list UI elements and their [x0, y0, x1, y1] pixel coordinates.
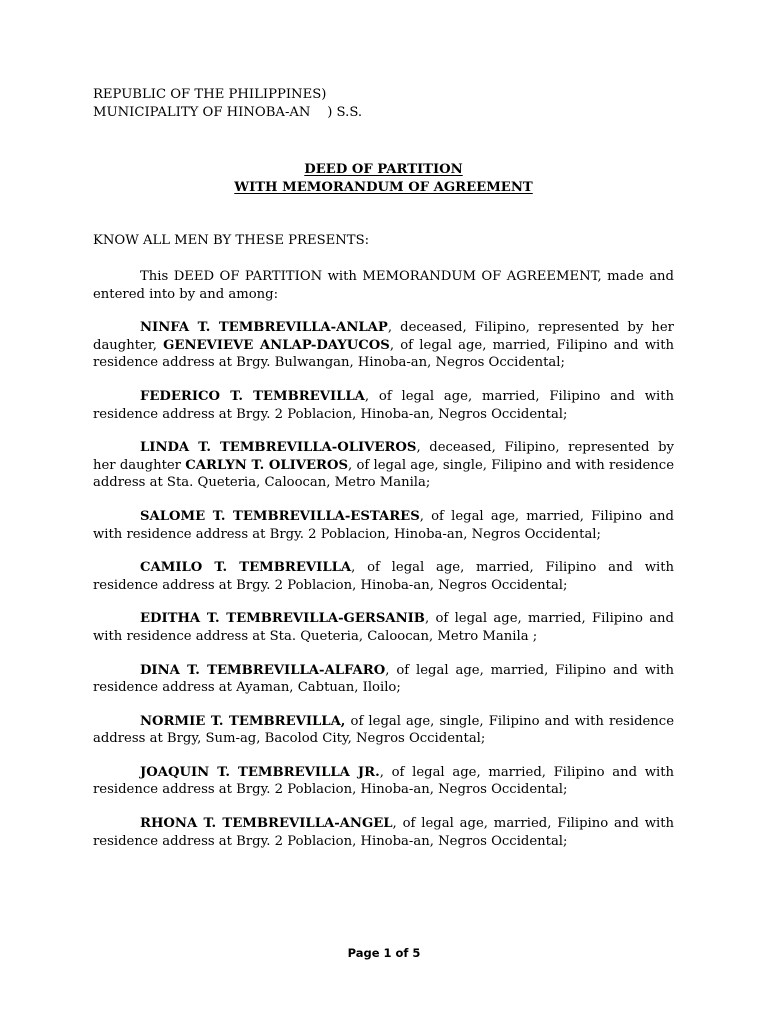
- party-name: DINA T. TEMBREVILLA-ALFARO: [140, 662, 386, 678]
- party-name: LINDA T. TEMBREVILLA-OLIVEROS: [140, 440, 417, 456]
- party-text: , of legal age, married, Filipino and with residence address at Brgy. 2 Poblacion, Hinoba-an, Negros Occidental;: [93, 816, 674, 849]
- party-paragraph: [93, 610, 674, 645]
- party-text: , deceased, Filipino, represented by her daughter,: [93, 320, 674, 353]
- party-text: , of legal age, married, Filipino and with residence address at Brgy. 2 Poblacion, Hinoba-an, Negros Occidental;: [93, 508, 674, 542]
- party-text-cont: , of legal age, married, Filipino and with residence address at Brgy. Bulwangan, Hinoba-an, Negros Occidental;: [93, 337, 674, 371]
- party-paragraph: [93, 508, 674, 543]
- party-text: , of legal age, married, Filipino and with residence address at Brgy. 2 Poblacion, Hinoba-an, Negros Occidental;: [93, 764, 674, 798]
- opening-statement: KNOW ALL MEN BY THESE PRESENTS:: [93, 233, 370, 248]
- party-paragraph: [93, 559, 674, 594]
- party-paragraph: [93, 815, 674, 850]
- venue-line-republic: REPUBLIC OF THE PHILIPPINES): [93, 87, 327, 102]
- party-text: , of legal age, married, Filipino and with residence address at Ayaman, Cabtuan, Iloilo;: [93, 662, 674, 696]
- party-text: , of legal age, married, Filipino and with residence address at Sta. Queteria, Caloocan, Metro Manila ;: [93, 611, 674, 644]
- party-name: CAMILO T. TEMBREVILLA: [140, 560, 352, 576]
- party-paragraph: [93, 662, 674, 697]
- party-paragraph: [93, 388, 674, 423]
- party-name: FEDERICO T. TEMBREVILLA: [140, 388, 365, 404]
- party-name: EDITHA T. TEMBREVILLA-GERSANIB: [140, 611, 425, 627]
- party-name: NORMIE T. TEMBREVILLA,: [140, 713, 346, 729]
- party-text: , deceased, Filipino, represented by her daughter: [93, 440, 674, 473]
- document-title: [93, 161, 674, 197]
- party-paragraph: [93, 713, 674, 748]
- intro-paragraph: This DEED OF PARTITION with MEMORANDUM OF AGREEMENT, made and entered into by and among:: [93, 269, 674, 302]
- venue-line-municipality: MUNICIPALITY OF HINOBA-AN ) S.S.: [93, 105, 363, 120]
- page-number-footer: Page 1 of 5: [347, 946, 421, 960]
- party-paragraph: [93, 439, 674, 492]
- title-line-1: DEED OF PARTITION: [304, 162, 463, 177]
- party-representative: GENEVIEVE ANLAP-DAYUCOS: [163, 337, 390, 353]
- party-name: JOAQUIN T. TEMBREVILLA JR.: [140, 764, 380, 780]
- party-paragraph: [93, 764, 674, 799]
- party-name: RHONA T. TEMBREVILLA-ANGEL: [140, 816, 393, 832]
- party-text: of legal age, single, Filipino and with residence address at Brgy, Sum-ag, Bacolod City, Negros Occidental;: [93, 713, 674, 747]
- party-text-cont: , of legal age, single, Filipino and with residence address at Sta. Queteria, Caloocan, Metro Manila;: [93, 457, 674, 491]
- party-name: NINFA T. TEMBREVILLA-ANLAP: [140, 320, 388, 336]
- party-representative: CARLYN T. OLIVEROS: [185, 457, 349, 473]
- party-text: , of legal age, married, Filipino and with residence address at Brgy. 2 Poblacion, Hinoba-an, Negros Occidental;: [93, 560, 675, 593]
- party-name: SALOME T. TEMBREVILLA-ESTARES: [140, 508, 420, 524]
- party-paragraph: [93, 319, 674, 372]
- venue-block: [93, 86, 674, 122]
- title-line-2: WITH MEMORANDUM OF AGREEMENT: [234, 180, 533, 195]
- party-text: , of legal age, married, Filipino and with residence address at Brgy. 2 Poblacion, Hinoba-an, Negros Occidental;: [93, 388, 674, 422]
